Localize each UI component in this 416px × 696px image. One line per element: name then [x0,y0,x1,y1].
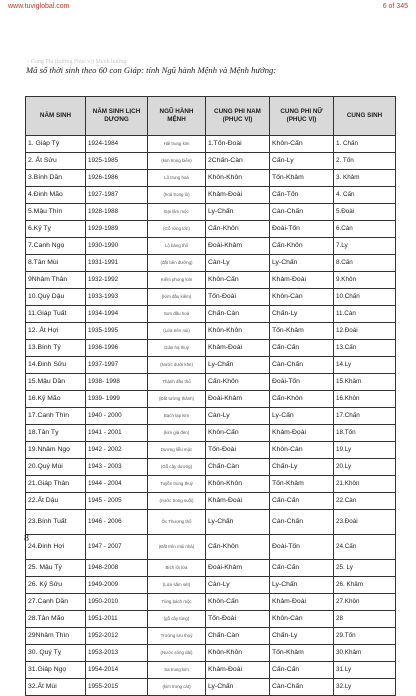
birth-palace-cell: 28 [334,611,396,628]
table-row [26,391,396,408]
male-palace-cell: Càn-Ly [206,255,270,272]
table-row [26,323,396,340]
solar-year-cell: 1955-2015 [86,679,148,696]
female-palace-cell: Ly-Cấn [270,408,334,425]
solar-year-cell: 1945 - 2005 [86,493,148,510]
solar-year-cell: 1927-1987 [86,187,148,204]
birth-palace-cell: 2. Tốn [334,153,396,170]
female-palace-cell: Càn-Chấn [270,679,334,696]
solar-year-cell: 1948-2008 [86,560,148,577]
element-cell: Kiếm phong kim [148,272,206,289]
male-palace-cell: Khôn-Cấn [206,594,270,611]
viewer-header [0,0,416,14]
birth-palace-cell: 8.Cấn [334,255,396,272]
birth-palace-cell: 11.Càn [334,306,396,323]
intro-text: Mã số thời sinh theo 60 con Giáp: tính Ngũ hành Mệnh và Mệnh hướng: [26,65,277,75]
birth-palace-cell: 3. Khảm [334,170,396,187]
element-cell: (kim trong biển) [148,153,206,170]
female-palace-cell: Cấn-Tốn [270,187,334,204]
year-name-cell: 27.Canh Dần [26,594,86,611]
solar-year-cell: 1934-1994 [86,306,148,323]
birth-palace-cell: 14.Ly [334,357,396,374]
year-name-cell: 2. Ất Sửu [26,153,86,170]
table-row [26,170,396,187]
male-palace-cell: Khôn-Cấn [206,272,270,289]
male-palace-cell: Tốn-Đoài [206,611,270,628]
male-palace-cell: Càn-Ly [206,577,270,594]
table-row [26,560,396,577]
female-palace-cell: Khôn-Càn [270,442,334,459]
year-name-cell: 22.Ất Dậu [26,493,86,510]
year-name-cell: 32.Ất Mùi [26,679,86,696]
page-counter: 6 of 345 [382,3,408,10]
table-row [26,408,396,425]
element-cell: (gỗ cây tùng) [148,611,206,628]
female-palace-cell: Ly-Chấn [270,577,334,594]
solar-year-cell: 1950-2010 [86,594,148,611]
birth-palace-cell: 9.Khôn [334,272,396,289]
bleed-through-text: − Cung Phi (hướng Phục vị) Mệnh hướng [26,59,127,65]
solar-year-cell: 1930-1990 [86,238,148,255]
female-palace-cell: Cấn-Cấn [270,340,334,357]
male-palace-cell: Đoài-Khảm [206,391,270,408]
male-palace-cell: Khôn-Khôn [206,323,270,340]
table-row [26,679,396,696]
female-palace-cell: Cấn-Khôn [270,391,334,408]
male-palace-cell: Khôn-Khôn [206,645,270,662]
male-palace-cell: Ly-Chấn [206,357,270,374]
male-palace-cell: Ly-Chấn [206,679,270,696]
female-palace-cell: Chấn-Ly [270,628,334,645]
female-palace-cell: Cấn-Cấn [270,493,334,510]
element-cell: (kim giá đèn) [148,425,206,442]
year-name-cell: 8.Tân Mùi [26,255,86,272]
table-row [26,442,396,459]
male-palace-cell: Tốn-Đoài [206,289,270,306]
male-palace-cell: Ly-Chấn [206,510,270,535]
element-cell: Dương liễu mộc [148,442,206,459]
year-name-cell: 12. Ất Hợi [26,323,86,340]
birth-palace-cell: 24.Cấn [334,535,396,560]
birth-palace-cell: 22.Càn [334,493,396,510]
year-name-cell: 14.Đinh Sửu [26,357,86,374]
element-cell: Tuyền trung thuỷ [148,476,206,493]
female-palace-cell: Cấn-Cấn [270,560,334,577]
solar-year-cell: 1929-1989 [86,221,148,238]
solar-year-cell: 1928-1988 [86,204,148,221]
female-palace-cell: Càn-Chấn [270,357,334,374]
header-cell: NGŨ HÀNH MỆNH [148,97,206,136]
table-header-row [26,97,396,136]
female-palace-cell: Cấn-Cấn [270,662,334,679]
solar-year-cell: 1941 - 2001 [86,425,148,442]
solar-year-cell: 1939- 1999 [86,391,148,408]
table-row [26,306,396,323]
solar-year-cell: 1935-1995 [86,323,148,340]
element-cell: Đại lâm mộc [148,204,206,221]
year-name-cell: 18.Tân Tỵ [26,425,86,442]
birth-palace-cell: 13.Cấn [334,340,396,357]
solar-year-cell: 1938- 1998 [86,374,148,391]
table-row [26,357,396,374]
solar-year-cell: 1954-2014 [86,662,148,679]
female-palace-cell: Khảm-Đoài [270,594,334,611]
element-cell: Bạch lạp kim [148,408,206,425]
female-palace-cell: Khảm-Đoài [270,272,334,289]
element-cell: Ốc Thượng thổ [148,510,206,535]
female-palace-cell: Đoài-Tốn [270,374,334,391]
table-row [26,272,396,289]
female-palace-cell: Khôn-Càn [270,289,334,306]
solar-year-cell: 1946 - 2006 [86,510,148,535]
table-row [26,510,396,535]
element-cell: Thành đầu thổ [148,374,206,391]
year-name-cell: 25. Mậu Tý [26,560,86,577]
male-palace-cell: Khôn-Khôn [206,476,270,493]
year-name-cell: 30. Quý Tỵ [26,645,86,662]
solar-year-cell: 1943 - 2003 [86,459,148,476]
year-name-cell: 21.Giáp Thân [26,476,86,493]
element-cell: Sa trung kim [148,662,206,679]
year-name-cell: 4.Đinh Mão [26,187,86,204]
birth-palace-cell: 21.Khôn [334,476,396,493]
birth-palace-cell: 4. Cấn [334,187,396,204]
male-palace-cell: Tốn-Đoài [206,442,270,459]
birth-palace-cell: 5.Đoài [334,204,396,221]
birth-palace-cell: 26. Khảm [334,577,396,594]
male-palace-cell: Cấn-Khôn [206,374,270,391]
element-cell: (Lửa trên núi) [148,323,206,340]
birth-palace-cell: 23.Đoài [334,510,396,535]
element-cell: Giản hạ thuỷ [148,340,206,357]
site-link[interactable]: www.tuviglobal.com [8,3,70,10]
solar-year-cell: 1952-2012 [86,628,148,645]
element-cell: Hải trung kim [148,136,206,153]
element-cell: (Lửa sấm sét) [148,577,206,594]
male-palace-cell: Chấn-Càn [206,306,270,323]
table-row [26,577,396,594]
female-palace-cell: Tốn-Khảm [270,170,334,187]
birth-palace-cell: 32.Ly [334,679,396,696]
table-row [26,340,396,357]
table-row [26,594,396,611]
male-palace-cell: Càn-Ly [206,408,270,425]
male-palace-cell: 1.Tốn-Đoài [206,136,270,153]
table-row [26,255,396,272]
year-name-cell: 31.Giáp Ngọ [26,662,86,679]
female-palace-cell: Chấn-Ly [270,306,334,323]
year-name-cell: 24.Đinh Hợi [26,535,86,560]
year-name-cell: 23.Bính Tuất [26,510,86,535]
element-cell: Trường lưu thuỷ [148,628,206,645]
year-name-cell: 20.Quý Mùi [26,459,86,476]
year-name-cell: 28.Tân Mão [26,611,86,628]
year-name-cell: 1. Giáp Tý [26,136,86,153]
birth-palace-cell: 12.Đoài [334,323,396,340]
year-name-cell: 6.Kỷ Tỵ [26,221,86,238]
header-cell: CUNG SINH [334,97,396,136]
solar-year-cell: 1932-1992 [86,272,148,289]
birth-palace-cell: 27.Khôn [334,594,396,611]
table-row [26,493,396,510]
table-row [26,221,396,238]
header-cell: NĂM SINH LỊCH DƯƠNG [86,97,148,136]
solar-year-cell: 1949-2009 [86,577,148,594]
birth-palace-cell: 17.Chấn [334,408,396,425]
birth-palace-cell: 30.Khảm [334,645,396,662]
solar-year-cell: 1926-1986 [86,170,148,187]
element-cell: Sơn đầu hoả [148,306,206,323]
element-cell: (đất bên đường) [148,255,206,272]
female-palace-cell: Khôn-Cấn [270,136,334,153]
male-palace-cell: Khảm-Đoài [206,662,270,679]
birth-palace-cell: 1. Chấn [334,136,396,153]
table-row [26,187,396,204]
table-row [26,645,396,662]
birth-palace-cell: 7.Ly [334,238,396,255]
element-cell: (Gỗ cây dương) [148,459,206,476]
birth-year-table [25,96,396,696]
page-number: 8 [24,533,29,544]
table-row [26,628,396,645]
female-palace-cell: Tốn-Khảm [270,323,334,340]
female-palace-cell: Chấn-Ly [270,459,334,476]
element-cell: (hoả trong lò) [148,187,206,204]
table-row [26,153,396,170]
table-row [26,459,396,476]
year-name-cell: 19.Nhâm Ngọ [26,442,86,459]
element-cell: Bích lôi lửa [148,560,206,577]
female-palace-cell: Càn-Chấn [270,510,334,535]
year-name-cell: 17.Canh Thìn [26,408,86,425]
male-palace-cell: Cấn-Khôn [206,221,270,238]
year-name-cell: 13.Bính Tý [26,340,86,357]
female-palace-cell: Khôn-Càn [270,611,334,628]
year-name-cell: 5.Mậu Thìn [26,204,86,221]
table-row [26,476,396,493]
element-cell: Lô trung hoả [148,170,206,187]
table-row [26,662,396,679]
table-row [26,136,396,153]
male-palace-cell: Đoài-Khảm [206,560,270,577]
solar-year-cell: 1933-1993 [86,289,148,306]
male-palace-cell: Đoài-Khảm [206,238,270,255]
element-cell: (Nước sông dài) [148,645,206,662]
female-palace-cell: Đoài-Tốn [270,221,334,238]
element-cell: (Gỗ rừng lớn) [148,221,206,238]
female-palace-cell: Cấn-Khôn [270,238,334,255]
table-row [26,425,396,442]
element-cell: (nước trong suối) [148,493,206,510]
female-palace-cell: Cấn-Ly [270,153,334,170]
birth-palace-cell: 10.Chấn [334,289,396,306]
male-palace-cell: Khôn-Cấn [206,425,270,442]
solar-year-cell: 1947 - 2007 [86,535,148,560]
header-cell: NĂM SINH [26,97,86,136]
male-palace-cell: Khảm-Đoài [206,493,270,510]
birth-palace-cell: 6.Càn [334,221,396,238]
solar-year-cell: 1944 - 2004 [86,476,148,493]
male-palace-cell: Khôn-Khôn [206,170,270,187]
year-name-cell: 16.Kỷ Mão [26,391,86,408]
female-palace-cell: Tốn-Khảm [270,645,334,662]
header-cell: CUNG PHI NAM (PHỤC VỊ) [206,97,270,136]
solar-year-cell: 1931-1991 [86,255,148,272]
element-cell: (Đất tường thành) [148,391,206,408]
solar-year-cell: 1937-1997 [86,357,148,374]
birth-palace-cell: 20.Ly [334,459,396,476]
solar-year-cell: 1924-1984 [86,136,148,153]
solar-year-cell: 1942 - 2002 [86,442,148,459]
birth-palace-cell: 25. Ly [334,560,396,577]
birth-palace-cell: 15.Khảm [334,374,396,391]
table-row [26,289,396,306]
year-name-cell: 11.Giáp Tuất [26,306,86,323]
table-row [26,611,396,628]
female-palace-cell: Ly-Chấn [270,255,334,272]
birth-palace-cell: 29.Tốn [334,628,396,645]
element-cell: Lộ bàng thổ [148,238,206,255]
year-name-cell: 7.Canh Ngọ [26,238,86,255]
solar-year-cell: 1936-1996 [86,340,148,357]
male-palace-cell: Cấn-Khôn [206,535,270,560]
year-name-cell: 10.Quý Dậu [26,289,86,306]
table-row [26,535,396,560]
male-palace-cell: Ly-Chấn [206,204,270,221]
table-row [26,238,396,255]
male-palace-cell: Chấn-Càn [206,628,270,645]
header-cell: CUNG PHI NỮ (PHỤC VỊ) [270,97,334,136]
element-cell: (Kim đầu kiếm) [148,289,206,306]
male-palace-cell: Chấn-Càn [206,459,270,476]
male-palace-cell: Khảm-Đoài [206,340,270,357]
birth-palace-cell: 16.Khôn [334,391,396,408]
birth-palace-cell: 18.Tốn [334,425,396,442]
male-palace-cell: Khảm-Đoài [206,187,270,204]
element-cell: (Nước dưới khe) [148,357,206,374]
female-palace-cell: Càn-Chấn [270,204,334,221]
year-name-cell: 9Nhâm Thân [26,272,86,289]
table-row [26,204,396,221]
birth-palace-cell: 19.Ly [334,442,396,459]
male-palace-cell: 2Chấn-Càn [206,153,270,170]
solar-year-cell: 1940 - 2000 [86,408,148,425]
female-palace-cell: Tốn-Khảm [270,476,334,493]
element-cell: (kim trong cát) [148,679,206,696]
solar-year-cell: 1951-2011 [86,611,148,628]
female-palace-cell: Khảm-Đoài [270,425,334,442]
table-row [26,374,396,391]
year-name-cell: 3.Bính Dần [26,170,86,187]
element-cell: Tùng bách mộc [148,594,206,611]
year-name-cell: 15.Mậu Dần [26,374,86,391]
solar-year-cell: 1925-1985 [86,153,148,170]
year-name-cell: 26. Kỷ Sửu [26,577,86,594]
birth-palace-cell: 31.Ly [334,662,396,679]
solar-year-cell: 1953-2013 [86,645,148,662]
female-palace-cell: Đoài-Tốn [270,535,334,560]
year-name-cell: 29Nhâm Thìn [26,628,86,645]
element-cell: (Đất trên mái nhà) [148,535,206,560]
